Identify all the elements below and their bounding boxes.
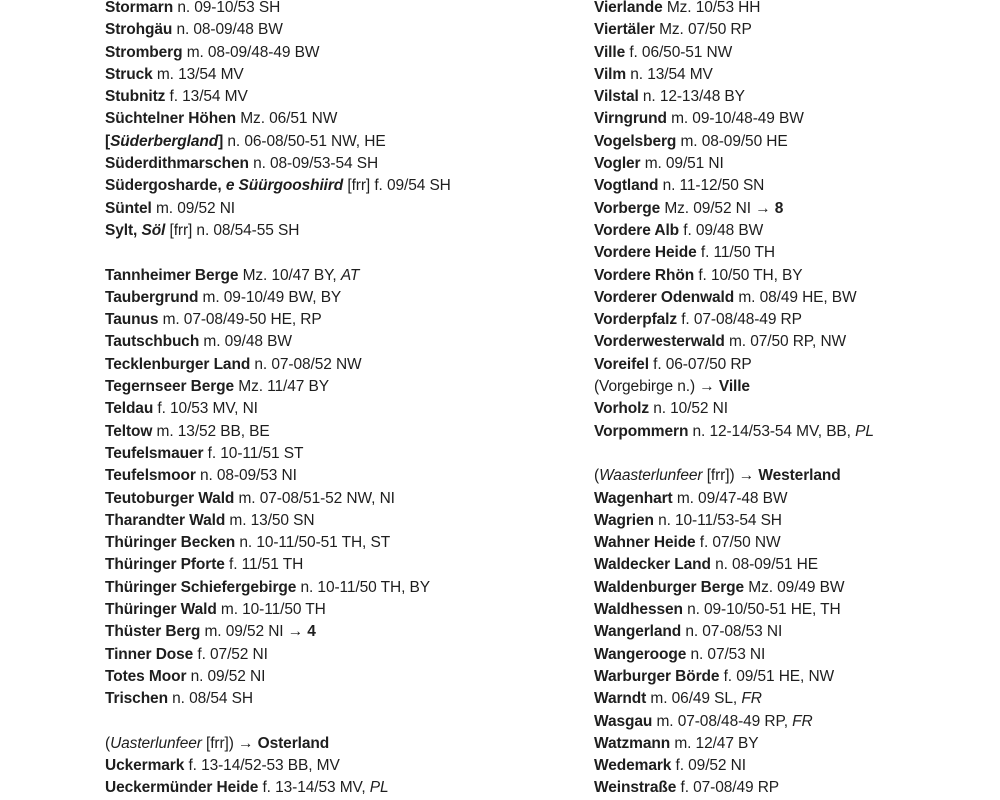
- entry-segment-bi: Süderbergland: [110, 132, 219, 150]
- entry-segment-b: Südergosharde,: [105, 177, 222, 195]
- entry-segment-r: (: [594, 467, 600, 485]
- index-entry: [594, 621, 874, 643]
- entry-segment-r: m. 06/49 SL,: [646, 690, 742, 708]
- entry-segment-r: m. 09/52 NI: [200, 623, 288, 641]
- entry-segment-r: f. 10-11/51 ST: [203, 444, 304, 462]
- entry-segment-i: FR: [741, 690, 762, 708]
- entry-segment-r: f. 13-14/53 MV,: [258, 779, 370, 797]
- index-entry: [594, 0, 874, 19]
- index-entry: [594, 19, 874, 41]
- entry-segment-b: Vierlande: [594, 0, 663, 16]
- entry-segment-r: (Vorgebirge n.): [594, 378, 700, 396]
- entry-segment-b: Tinner Dose: [105, 645, 194, 663]
- entry-segment-b: → Osterland: [238, 734, 330, 752]
- entry-segment-b: Wagenhart: [594, 489, 673, 507]
- entry-segment-r: m. 09-10/48-49 BW: [666, 110, 804, 128]
- entry-segment-b: Taunus: [105, 311, 159, 329]
- index-entry: [594, 376, 874, 398]
- entry-segment-b: Virngrund: [594, 110, 667, 128]
- entry-segment-r: f. 11/51 TH: [224, 556, 304, 574]
- index-entry: [105, 398, 451, 420]
- entry-segment-r: n. 09-10/53 SH: [173, 0, 281, 16]
- blank-line: [105, 242, 451, 264]
- index-entry: [594, 398, 874, 420]
- blank-line: [594, 443, 874, 465]
- entry-segment-b: Waldenburger Berge: [594, 578, 745, 596]
- entry-segment-i: FR: [792, 712, 813, 730]
- entry-segment-b: Strohgäu: [105, 21, 173, 39]
- entry-segment-r: n. 10-11/50 TH, BY: [296, 578, 430, 596]
- entry-segment-r: m. 10-11/50 TH: [216, 601, 326, 619]
- entry-segment-r: m. 07-08/49-50 HE, RP: [158, 311, 322, 329]
- index-entry: [594, 554, 874, 576]
- entry-segment-r: m. 09/48 BW: [199, 333, 292, 351]
- index-entry: [105, 108, 451, 130]
- entry-segment-r: f. 09/52 NI: [671, 757, 746, 775]
- entry-segment-b: Tautschbuch: [105, 333, 200, 351]
- entry-segment-r: n. 08/54 SH: [167, 690, 253, 708]
- entry-segment-b: Vorderer Odenwald: [594, 288, 735, 306]
- entry-segment-r: n. 08-09/48 BW: [172, 21, 283, 39]
- entry-segment-r: [frr]): [702, 467, 739, 485]
- entry-segment-r: m. 07-08/48-49 RP,: [652, 712, 793, 730]
- entry-segment-r: f. 07/50 NW: [695, 534, 781, 552]
- entry-segment-b: Ueckermünder Heide: [105, 779, 259, 797]
- entry-segment-b: Thüster Berg: [105, 623, 201, 641]
- entry-segment-r: n. 09-10/50-51 HE, TH: [682, 601, 841, 619]
- index-entry: [594, 666, 874, 688]
- entry-segment-b: Viertäler: [594, 21, 655, 39]
- index-entry: [594, 777, 874, 799]
- index-entry: [105, 599, 451, 621]
- index-entry: [105, 220, 451, 242]
- entry-segment-b: Wangerland: [594, 623, 682, 641]
- index-entry: [594, 220, 874, 242]
- entry-segment-b: Wasgau: [594, 712, 653, 730]
- entry-segment-r: n. 10/52 NI: [648, 400, 728, 418]
- index-column-right: [594, 0, 874, 800]
- index-entry: [105, 532, 451, 554]
- entry-segment-bi: Söl: [141, 221, 166, 239]
- entry-segment-r: f. 10/53 MV, NI: [153, 400, 258, 418]
- entry-segment-b: Uckermark: [105, 757, 185, 775]
- entry-segment-b: Stromberg: [105, 43, 183, 61]
- index-entry: [594, 488, 874, 510]
- entry-segment-r: m. 09/52 NI: [151, 199, 235, 217]
- index-column-left: [105, 0, 451, 800]
- entry-segment-r: n. 10-11/50-51 TH, ST: [235, 534, 391, 552]
- entry-segment-b: Teufelsmoor: [105, 467, 196, 485]
- entry-segment-r: Mz. 09/52 NI: [660, 199, 756, 217]
- index-entry: [105, 733, 451, 755]
- entry-segment-r: m. 08-09/48-49 BW: [182, 43, 320, 61]
- entry-segment-r: f. 09/48 BW: [679, 221, 764, 239]
- entry-segment-b: Teldau: [105, 400, 154, 418]
- entry-segment-r: f. 11/50 TH: [696, 244, 776, 262]
- entry-segment-b: Thüringer Pforte: [105, 556, 225, 574]
- entry-segment-r: m. 09/47-48 BW: [672, 489, 788, 507]
- entry-segment-r: n. 08-09/51 HE: [710, 556, 818, 574]
- entry-segment-r: Mz. 09/49 BW: [744, 578, 845, 596]
- entry-segment-b: Vorderwesterwald: [594, 333, 725, 351]
- entry-segment-b: Tannheimer Berge: [105, 266, 239, 284]
- entry-segment-b: Vogtland: [594, 177, 659, 195]
- index-entry: [105, 666, 451, 688]
- entry-segment-r: n. 12-13/48 BY: [638, 88, 745, 106]
- entry-segment-b: Stubnitz: [105, 88, 166, 106]
- entry-segment-b: Vogler: [594, 155, 641, 173]
- entry-segment-b: Süchtelner Höhen: [105, 110, 237, 128]
- entry-segment-b: [: [105, 132, 111, 150]
- entry-segment-b: Struck: [105, 65, 153, 83]
- entry-segment-r: f. 09/51 HE, NW: [719, 667, 835, 685]
- index-entry: [594, 42, 874, 64]
- entry-segment-r: n. 10-11/53-54 SH: [653, 511, 782, 529]
- entry-segment-r: n. 08-09/53-54 SH: [248, 155, 379, 173]
- entry-segment-r: m. 09-10/49 BW, BY: [198, 288, 342, 306]
- entry-segment-b: Thüringer Becken: [105, 534, 236, 552]
- entry-segment-b: Teltow: [105, 422, 153, 440]
- index-entry: [594, 309, 874, 331]
- blank-line: [105, 711, 451, 733]
- entry-segment-b: Wangerooge: [594, 645, 687, 663]
- index-entry: [105, 376, 451, 398]
- index-entry: [594, 86, 874, 108]
- index-entry: [105, 86, 451, 108]
- index-entry: [594, 644, 874, 666]
- index-entry: [594, 354, 874, 376]
- index-entry: [594, 688, 874, 710]
- index-entry: [105, 309, 451, 331]
- index-entry: [594, 108, 874, 130]
- entry-segment-b: Waldecker Land: [594, 556, 711, 574]
- entry-segment-r: m. 07/50 RP, NW: [724, 333, 847, 351]
- entry-segment-bi: e Süürgooshiird: [225, 177, 344, 195]
- index-entry: [105, 198, 451, 220]
- index-entry: [105, 777, 451, 799]
- entry-segment-r: f. 07/52 NI: [193, 645, 268, 663]
- entry-segment-b: Thüringer Schiefergebirge: [105, 578, 297, 596]
- entry-segment-r: m. 12/47 BY: [670, 734, 759, 752]
- entry-segment-b: → 4: [287, 623, 316, 641]
- index-entry: [105, 554, 451, 576]
- index-entry: [105, 421, 451, 443]
- index-entry: [594, 153, 874, 175]
- index-entry: [594, 331, 874, 353]
- entry-segment-b: Warndt: [594, 690, 647, 708]
- index-entry: [594, 421, 874, 443]
- entry-segment-b: Süntel: [105, 199, 152, 217]
- index-entry: [594, 265, 874, 287]
- entry-segment-b: Stormarn: [105, 0, 174, 16]
- index-entry: [594, 131, 874, 153]
- entry-segment-r: m. 13/50 SN: [225, 511, 315, 529]
- entry-segment-b: Wagrien: [594, 511, 654, 529]
- entry-segment-b: Totes Moor: [105, 667, 187, 685]
- entry-segment-b: Ville: [594, 43, 626, 61]
- entry-segment-r: m. 07-08/51-52 NW, NI: [234, 489, 395, 507]
- index-entry: [105, 577, 451, 599]
- index-entry: [594, 242, 874, 264]
- entry-segment-b: Wedemark: [594, 757, 672, 775]
- index-entry: [105, 443, 451, 465]
- index-entry: [105, 175, 451, 197]
- entry-segment-b: Vilstal: [594, 88, 639, 106]
- entry-segment-b: Voreifel: [594, 355, 649, 373]
- index-entry: [105, 265, 451, 287]
- entry-segment-b: Tharandter Wald: [105, 511, 226, 529]
- entry-segment-b: Vorholz: [594, 400, 649, 418]
- entry-segment-r: n. 06-08/50-51 NW, HE: [223, 132, 386, 150]
- index-entry: [105, 488, 451, 510]
- entry-segment-r: m. 08-09/50 HE: [676, 132, 788, 150]
- entry-segment-b: Trischen: [105, 690, 168, 708]
- index-entry: [594, 510, 874, 532]
- index-entry: [594, 599, 874, 621]
- entry-segment-r: n. 11-12/50 SN: [658, 177, 765, 195]
- index-entry: [594, 64, 874, 86]
- entry-segment-b: Teutoburger Wald: [105, 489, 235, 507]
- entry-segment-b: Sylt,: [105, 221, 138, 239]
- index-entry: [105, 153, 451, 175]
- entry-segment-b: Taubergrund: [105, 288, 199, 306]
- entry-segment-r: n. 07-08/52 NW: [250, 355, 362, 373]
- entry-segment-b: Weinstraße: [594, 779, 677, 797]
- entry-segment-r: n. 07/53 NI: [686, 645, 766, 663]
- entry-segment-b: Teufelsmauer: [105, 444, 204, 462]
- entry-segment-b: Watzmann: [594, 734, 671, 752]
- entry-segment-b: → 8: [755, 199, 784, 217]
- entry-segment-r: f. 13-14/52-53 BB, MV: [184, 757, 340, 775]
- index-entry: [105, 0, 451, 19]
- index-entry: [105, 287, 451, 309]
- entry-segment-b: Süderdithmarschen: [105, 155, 249, 173]
- entry-segment-r: m. 13/52 BB, BE: [152, 422, 270, 440]
- entry-segment-b: Vordere Heide: [594, 244, 697, 262]
- index-entry: [105, 131, 451, 153]
- index-entry: [105, 621, 451, 643]
- entry-segment-r: m. 08/49 HE, BW: [734, 288, 857, 306]
- entry-segment-r: [frr] n. 08/54-55 SH: [165, 221, 300, 239]
- index-entry: [105, 42, 451, 64]
- entry-segment-r: f. 06-07/50 RP: [648, 355, 752, 373]
- index-entry: [594, 577, 874, 599]
- index-entry: [594, 287, 874, 309]
- entry-segment-b: Vordere Alb: [594, 221, 680, 239]
- entry-segment-r: n. 13/54 MV: [626, 65, 713, 83]
- entry-segment-b: → Westerland: [738, 467, 841, 485]
- index-entry: [105, 755, 451, 777]
- entry-segment-r: Mz. 11/47 BY: [234, 378, 329, 396]
- entry-segment-r: Mz. 10/53 HH: [662, 0, 761, 16]
- entry-segment-r: f. 06/50-51 NW: [625, 43, 733, 61]
- entry-segment-b: Vorderpfalz: [594, 311, 678, 329]
- entry-segment-r: n. 07-08/53 NI: [681, 623, 783, 641]
- entry-segment-r: n. 09/52 NI: [186, 667, 266, 685]
- entry-segment-b: Wahner Heide: [594, 534, 696, 552]
- entry-segment-i: Uasterlunfeer: [110, 734, 202, 752]
- entry-segment-b: Warburger Börde: [594, 667, 720, 685]
- entry-segment-r: f. 13/54 MV: [165, 88, 248, 106]
- index-entry: [105, 688, 451, 710]
- entry-segment-i: PL: [369, 779, 389, 797]
- index-entry: [594, 198, 874, 220]
- entry-segment-r: [frr] f. 09/54 SH: [343, 177, 451, 195]
- index-entry: [105, 64, 451, 86]
- entry-segment-b: → Ville: [699, 378, 750, 396]
- index-entry: [594, 532, 874, 554]
- index-entry: [105, 510, 451, 532]
- entry-segment-r: n. 12-14/53-54 MV, BB,: [688, 422, 856, 440]
- entry-segment-b: Vilm: [594, 65, 627, 83]
- entry-segment-r: m. 09/51 NI: [640, 155, 724, 173]
- entry-segment-r: f. 07-08/48-49 RP: [677, 311, 802, 329]
- entry-segment-r: Mz. 10/47 BY,: [238, 266, 341, 284]
- entry-segment-r: [frr]): [201, 734, 239, 752]
- entry-segment-i: PL: [855, 422, 874, 440]
- entry-segment-b: Thüringer Wald: [105, 601, 217, 619]
- entry-segment-b: Vorberge: [594, 199, 661, 217]
- index-entry: [105, 354, 451, 376]
- index-entry: [105, 465, 451, 487]
- entry-segment-b: Vorpommern: [594, 422, 689, 440]
- entry-segment-b: Tegernseer Berge: [105, 378, 235, 396]
- entry-segment-r: f. 07-08/49 RP: [676, 779, 780, 797]
- entry-segment-i: Waasterlunfeer: [599, 467, 703, 485]
- entry-segment-b: ]: [218, 132, 224, 150]
- index-entry: [105, 331, 451, 353]
- index-entry: [594, 733, 874, 755]
- entry-segment-b: Waldhessen: [594, 601, 683, 619]
- entry-segment-r: f. 10/50 TH, BY: [694, 266, 803, 284]
- entry-segment-r: m. 13/54 MV: [152, 65, 244, 83]
- index-entry: [594, 175, 874, 197]
- entry-segment-i: AT: [340, 266, 360, 284]
- entry-segment-b: Vogelsberg: [594, 132, 677, 150]
- entry-segment-r: n. 08-09/53 NI: [195, 467, 297, 485]
- index-entry: [594, 465, 874, 487]
- entry-segment-r: Mz. 07/50 RP: [654, 21, 752, 39]
- index-entry: [594, 711, 874, 733]
- index-entry: [594, 755, 874, 777]
- index-entry: [105, 19, 451, 41]
- entry-segment-b: Vordere Rhön: [594, 266, 695, 284]
- entry-segment-r: Mz. 06/51 NW: [236, 110, 338, 128]
- entry-segment-r: (: [105, 734, 111, 752]
- index-entry: [105, 644, 451, 666]
- entry-segment-b: Tecklenburger Land: [105, 355, 251, 373]
